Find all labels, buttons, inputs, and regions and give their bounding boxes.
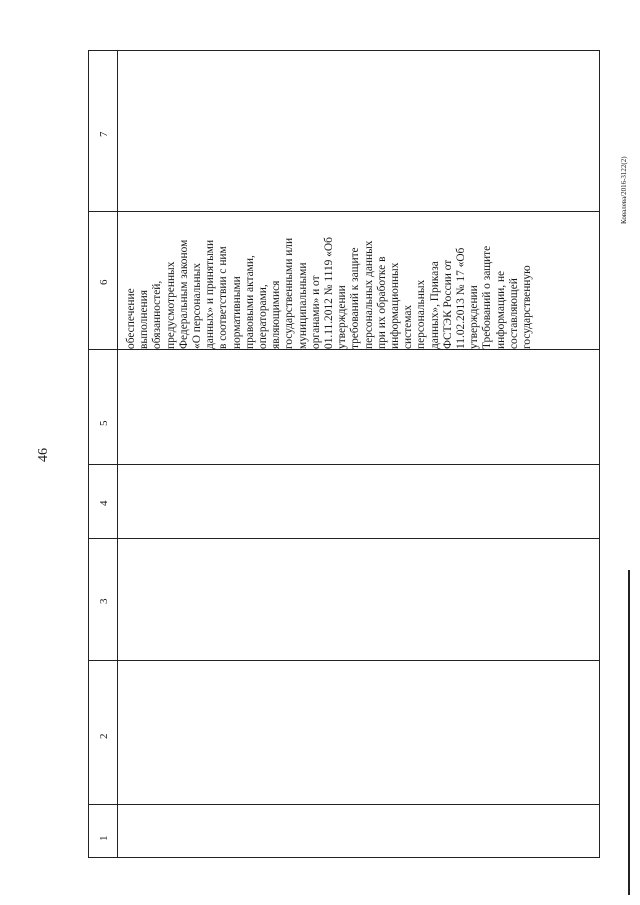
cell-line: государственными или — [283, 237, 296, 349]
cell-line: ФСТЭК России от — [441, 259, 454, 349]
column-number-7: 7 — [98, 131, 110, 137]
cell-line: правовыми актами, — [243, 255, 256, 349]
cell-line: предусмотренных — [164, 261, 177, 349]
column-divider — [89, 464, 599, 465]
cell-line: 01.11.2012 № 1119 «Об — [323, 237, 336, 349]
cell-line: при их обработке в — [375, 256, 388, 349]
cell-line: нормативными — [230, 276, 243, 349]
cell-line: утверждении — [468, 285, 481, 349]
header-row-divider — [117, 51, 118, 857]
cell-line: Требований о защите — [481, 245, 494, 349]
cell-line: персональных — [415, 279, 428, 349]
cell-line: выполнения — [138, 290, 151, 349]
cell-line: данных» и принятыми — [204, 239, 217, 349]
column-divider — [89, 538, 599, 539]
cell-line: Федеральным законом — [177, 239, 190, 349]
margin-rule — [628, 570, 630, 895]
column-number-5: 5 — [98, 420, 110, 426]
cell-line: обязанностей, — [151, 280, 164, 349]
column-6-cell — [125, 171, 534, 349]
cell-line: данных», Приказа — [428, 261, 441, 349]
cell-line: составляющей — [507, 278, 520, 349]
cell-line: требований к защите — [349, 247, 362, 349]
footer-code: Ковалева/2016-3122(2) — [620, 156, 628, 224]
column-divider — [89, 660, 599, 661]
column-number-1: 1 — [98, 835, 110, 841]
cell-line: государственную — [521, 265, 534, 349]
page-number: 46 — [36, 448, 51, 462]
cell-line: информационных — [389, 262, 402, 349]
cell-line: системах — [402, 304, 415, 349]
cell-line: операторами, — [257, 284, 270, 349]
column-number-2: 2 — [98, 733, 110, 739]
cell-line: в соответствии с ним — [217, 246, 230, 349]
cell-line: муниципальными — [296, 262, 309, 349]
column-divider — [89, 804, 599, 805]
document-table — [88, 50, 600, 858]
cell-line: информации, не — [494, 270, 507, 349]
cell-line: 11.02.2013 № 17 «Об — [455, 247, 468, 349]
cell-line: утверждении — [336, 285, 349, 349]
column-number-6: 6 — [98, 279, 110, 285]
column-divider — [89, 349, 599, 350]
cell-line: обеспечение — [125, 288, 137, 349]
cell-line: персональных данных — [362, 240, 375, 349]
cell-line: «О персональных — [191, 263, 204, 349]
column-number-3: 3 — [98, 598, 110, 604]
cell-line: органами» и от — [309, 275, 322, 349]
cell-line: являющимися — [270, 280, 283, 349]
column-number-4: 4 — [98, 500, 110, 506]
